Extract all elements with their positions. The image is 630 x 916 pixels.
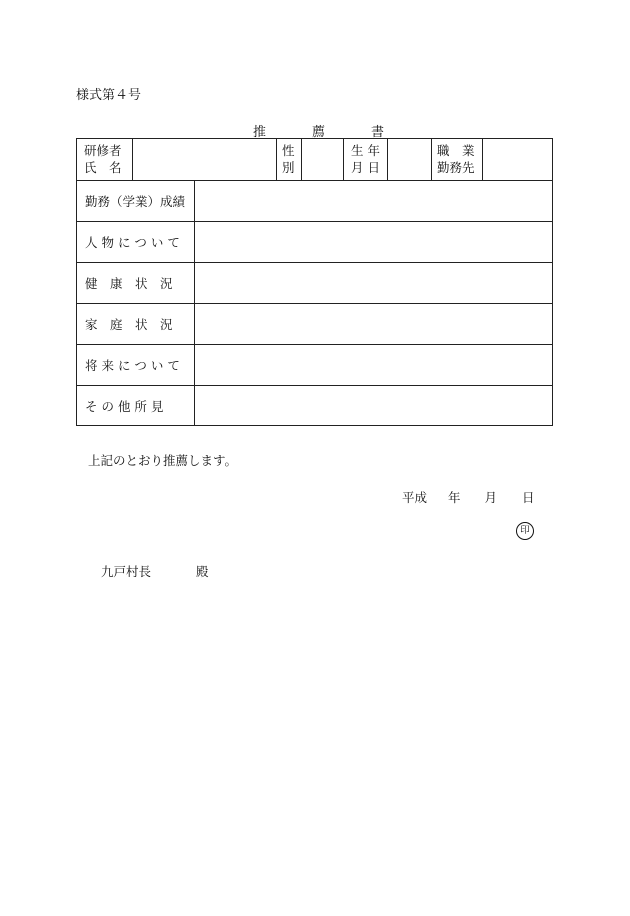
row-label-performance: 勤務（学業）成績 (85, 194, 186, 209)
form-number: 様式第４号 (76, 88, 142, 103)
addressee-line (101, 562, 209, 580)
title-char-3: 書 (371, 125, 385, 140)
date-year-unit: 年 (448, 490, 461, 505)
health-field[interactable] (195, 263, 553, 303)
occupation-field[interactable] (483, 139, 553, 180)
birthdate-field[interactable] (388, 139, 431, 180)
title-char-2: 薦 (312, 125, 326, 140)
title-char-1: 推 (253, 125, 267, 140)
addressee-honorific: 殿 (196, 564, 209, 579)
gender-field[interactable] (302, 139, 343, 180)
row-label-future: 将 来 に つ い て (85, 358, 180, 373)
recommendation-table (76, 138, 553, 426)
trainee-name-field[interactable] (133, 139, 276, 180)
row-label-health: 健 康 状 況 (85, 276, 173, 291)
family-field[interactable] (195, 304, 553, 344)
future-field[interactable] (195, 345, 553, 385)
date-month-unit: 月 (484, 490, 498, 505)
recommendation-statement: 上記のとおり推薦します。 (88, 453, 238, 468)
row-label-character: 人 物 に つ い て (85, 235, 180, 250)
character-field[interactable] (195, 222, 553, 262)
addressee-name: 九戸村長 (101, 564, 152, 579)
other-remarks-field[interactable] (195, 386, 553, 426)
row-label-family: 家 庭 状 況 (85, 317, 173, 332)
date-line (402, 488, 535, 506)
gender-label: 性 別 (282, 143, 295, 175)
date-day-unit: 日 (522, 490, 535, 505)
row-label-other-remarks: そ の 他 所 見 (85, 399, 164, 414)
occupation-label: 職 業 勤務先 (437, 143, 475, 175)
date-era: 平成 (402, 490, 428, 505)
performance-field[interactable] (195, 181, 553, 221)
seal-mark: 印 (516, 522, 534, 540)
trainee-name-label: 研修者 氏 名 (84, 143, 122, 175)
birthdate-label: 生 年 月 日 (351, 143, 380, 175)
